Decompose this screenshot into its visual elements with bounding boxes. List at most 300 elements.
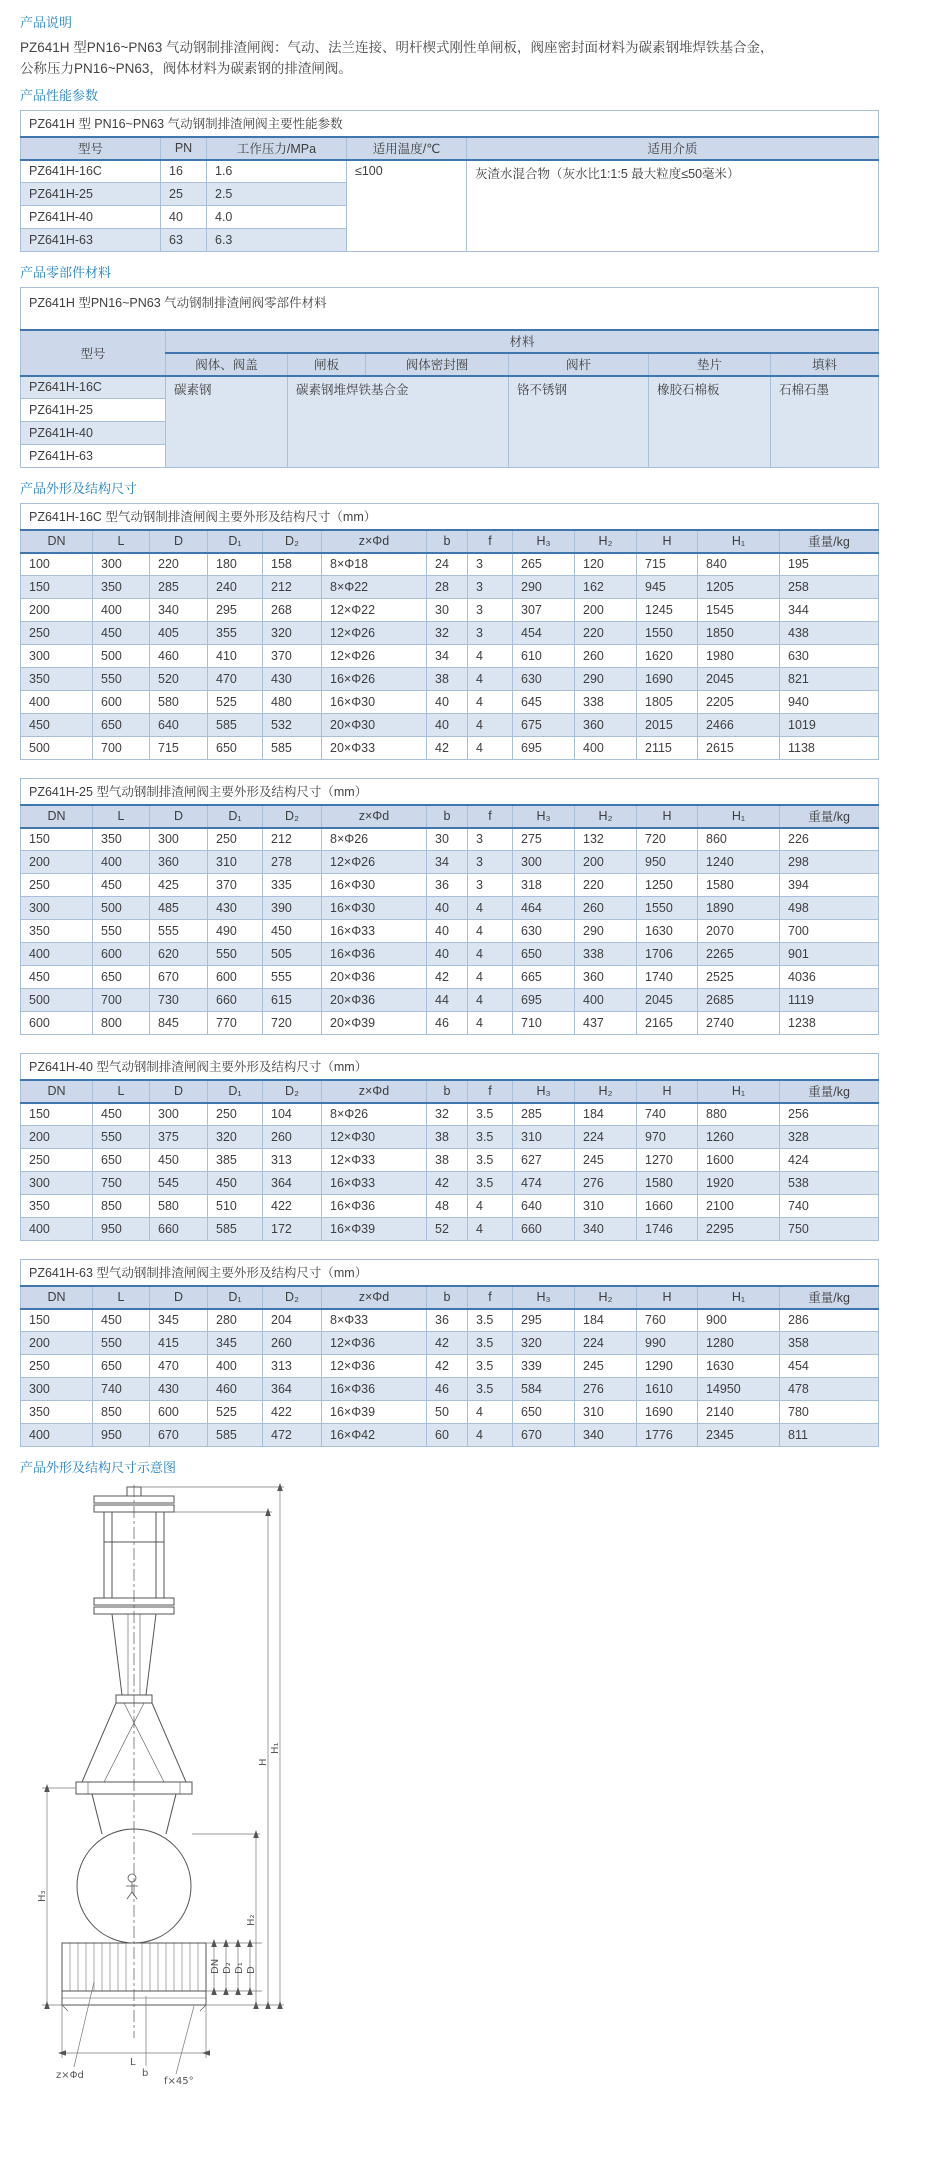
table-cell: 640 [513,1195,575,1218]
table-cell: 620 [150,943,208,966]
table-cell: 4 [468,714,513,737]
table-row [21,920,879,943]
dimensions-table-40 [20,1053,879,1241]
table-cell: 700 [93,737,150,760]
table-cell: 40 [427,943,468,966]
table-cell: 360 [575,966,637,989]
column-header-packing: 填料 [771,353,879,376]
table-cell: 16×Φ42 [322,1424,427,1447]
table-cell: 901 [780,943,879,966]
column-header: H₁ [698,805,780,828]
table-cell: 1250 [637,874,698,897]
table-cell: 464 [513,897,575,920]
table-title: PZ641H 型PN16~PN63 气动钢制排渣闸阀零部件材料 [21,288,879,330]
table-cell: 675 [513,714,575,737]
column-header: DN [21,805,93,828]
table-cell: 290 [575,668,637,691]
column-header-gasket: 垫片 [649,353,771,376]
table-row [21,1126,879,1149]
table-cell: 42 [427,1332,468,1355]
table-cell: 4 [468,943,513,966]
table-cell: 1260 [698,1126,780,1149]
table-cell: 1660 [637,1195,698,1218]
table-cell: 295 [208,599,263,622]
table-cell: 276 [575,1378,637,1401]
table-cell: 660 [513,1218,575,1241]
table-cell: 400 [575,737,637,760]
table-cell: 450 [263,920,322,943]
dim-label-h: H [258,1758,269,1766]
table-cell: 400 [21,1424,93,1447]
table-cell: 650 [208,737,263,760]
table-cell: 1690 [637,1401,698,1424]
dim-label-zd: z×Φd [56,2070,84,2081]
table-cell: PZ641H-16C [21,160,161,183]
table-row [21,1195,879,1218]
table-cell: 720 [263,1012,322,1035]
table-cell: 300 [21,1378,93,1401]
table-cell: 172 [263,1218,322,1241]
column-header: DN [21,530,93,553]
table-cell: 220 [150,553,208,576]
column-header: b [427,1286,468,1309]
table-cell: 34 [427,645,468,668]
table-cell: 150 [21,828,93,851]
table-cell: 224 [575,1126,637,1149]
table-cell: 20×Φ30 [322,714,427,737]
table-cell: PZ641H-40 [21,206,161,229]
column-header-temperature: 适用温度/℃ [347,137,467,160]
table-cell: 250 [21,1149,93,1172]
table-cell: 3.5 [468,1378,513,1401]
table-cell: 1240 [698,851,780,874]
table-cell: 260 [263,1332,322,1355]
table-cell: 220 [575,874,637,897]
section-heading-diagram: 产品外形及结构尺寸示意图 [20,1460,177,1475]
table-body [21,1309,879,1447]
table-cell: 4036 [780,966,879,989]
table-cell: 310 [575,1195,637,1218]
table-cell: 240 [208,576,263,599]
table-cell: 600 [93,943,150,966]
table-cell: 700 [780,920,879,943]
table-cell: 2045 [637,989,698,1012]
table-cell: 630 [780,645,879,668]
table-cell: 285 [150,576,208,599]
table-cell: 585 [208,1218,263,1241]
table-row [21,1218,879,1241]
table-cell: 1138 [780,737,879,760]
table-cell: 265 [513,553,575,576]
table-cell: 2295 [698,1218,780,1241]
table-cell: 16×Φ26 [322,668,427,691]
table-cell: 600 [150,1401,208,1424]
table-cell: 52 [427,1218,468,1241]
table-cell: 313 [263,1355,322,1378]
table-cell: 1610 [637,1378,698,1401]
table-cell: 345 [150,1309,208,1332]
column-header: D₂ [263,1286,322,1309]
table-cell: 1630 [698,1355,780,1378]
dim-label-d: D [246,1966,257,1974]
column-header: b [427,1080,468,1103]
table-header-row [21,805,879,828]
column-header: D [150,530,208,553]
table-cell: 40 [161,206,207,229]
table-cell: 538 [780,1172,879,1195]
table-cell: 450 [93,874,150,897]
table-cell: 350 [93,576,150,599]
table-cell: 1850 [698,622,780,645]
table-cell: 600 [21,1012,93,1035]
column-header: 重量/kg [780,1080,879,1103]
table-cell: 275 [513,828,575,851]
temperature-cell: ≤100 [347,160,467,252]
description-line-2: 公称压力PN16~PN63，阀体材料为碳素钢的排渣闸阀。 [20,61,352,76]
table-cell: 300 [21,897,93,920]
table-cell: 36 [427,874,468,897]
table-cell: 2015 [637,714,698,737]
table-cell: 195 [780,553,879,576]
table-cell: 3.5 [468,1149,513,1172]
table-row [21,943,879,966]
table-cell: 16 [161,160,207,183]
table-title: PZ641H-40 型气动钢制排渣闸阀主要外形及结构尺寸（mm） [21,1054,879,1080]
table-cell: 220 [575,622,637,645]
column-header: f [468,530,513,553]
table-cell: 20×Φ36 [322,966,427,989]
table-cell: 454 [513,622,575,645]
table-cell: PZ641H-63 [21,229,161,252]
material-disc-seat: 碳素钢堆焊铁基合金 [288,376,509,468]
table-cell: 2345 [698,1424,780,1447]
table-row [21,1309,879,1332]
table-cell: 200 [21,1332,93,1355]
table-cell: 200 [21,1126,93,1149]
column-header: 重量/kg [780,1286,879,1309]
table-cell: 821 [780,668,879,691]
table-row [21,1149,879,1172]
table-header-row [21,1286,879,1309]
table-cell: 338 [575,943,637,966]
table-cell: 405 [150,622,208,645]
column-header: D [150,1080,208,1103]
table-cell: 12×Φ30 [322,1126,427,1149]
column-header: z×Φd [322,805,427,828]
table-cell: 12×Φ36 [322,1332,427,1355]
table-cell: 1019 [780,714,879,737]
table-header-row [21,330,879,353]
table-cell: 600 [93,691,150,714]
table-cell: 298 [780,851,879,874]
table-cell: 16×Φ36 [322,943,427,966]
table-cell: 584 [513,1378,575,1401]
table-cell: 760 [637,1309,698,1332]
column-header: D₁ [208,1286,263,1309]
table-cell: 400 [21,943,93,966]
table-cell: 880 [698,1103,780,1126]
table-cell: 4 [468,645,513,668]
table-cell: 300 [150,828,208,851]
valve-drawing [34,1482,290,2112]
table-cell: 500 [21,737,93,760]
column-header: L [93,1286,150,1309]
table-cell: 1706 [637,943,698,966]
table-cell: 438 [780,622,879,645]
table-row [21,622,879,645]
table-cell: 2.5 [207,183,347,206]
table-cell: 300 [21,1172,93,1195]
table-cell: 290 [513,576,575,599]
table-cell: 394 [780,874,879,897]
table-cell: 2525 [698,966,780,989]
table-row [21,966,879,989]
table-row [21,737,879,760]
table-cell: 300 [150,1103,208,1126]
table-cell: 16×Φ33 [322,920,427,943]
table-cell: 12×Φ26 [322,851,427,874]
table-cell: 640 [150,714,208,737]
table-cell: 245 [575,1355,637,1378]
model-cell: PZ641H-63 [21,445,166,468]
table-cell: 132 [575,828,637,851]
table-cell: 450 [93,622,150,645]
table-cell: 400 [208,1355,263,1378]
table-cell: 385 [208,1149,263,1172]
table-cell: 520 [150,668,208,691]
table-cell: 505 [263,943,322,966]
table-cell: 2740 [698,1012,780,1035]
column-header: H₃ [513,1080,575,1103]
column-header: b [427,530,468,553]
table-cell: 460 [208,1378,263,1401]
column-header: DN [21,1080,93,1103]
table-cell: 40 [427,714,468,737]
table-cell: 250 [21,1355,93,1378]
table-cell: 350 [21,920,93,943]
table-header-row [21,530,879,553]
column-header: H [637,530,698,553]
table-cell: 990 [637,1332,698,1355]
column-header-disc: 闸板 [288,353,366,376]
table-cell: 350 [21,1401,93,1424]
table-cell: 3.5 [468,1126,513,1149]
table-cell: 555 [263,966,322,989]
table-cell: 44 [427,989,468,1012]
table-cell: 375 [150,1126,208,1149]
table-cell: 550 [208,943,263,966]
table-cell: 665 [513,966,575,989]
table-cell: 12×Φ33 [322,1149,427,1172]
table-cell: 16×Φ33 [322,1172,427,1195]
table-cell: 400 [93,851,150,874]
table-cell: 1776 [637,1424,698,1447]
table-cell: 585 [263,737,322,760]
table-cell: 550 [93,920,150,943]
column-header: b [427,805,468,828]
table-cell: 4 [468,737,513,760]
table-cell: 16×Φ30 [322,691,427,714]
table-cell: 510 [208,1195,263,1218]
table-cell: 3.5 [468,1103,513,1126]
table-cell: 310 [575,1401,637,1424]
table-cell: 450 [150,1149,208,1172]
table-cell: 400 [21,691,93,714]
table-cell: 226 [780,828,879,851]
table-cell: 3.5 [468,1172,513,1195]
table-cell: 150 [21,576,93,599]
section-heading-performance: 产品性能参数 [20,88,99,103]
column-header: D [150,805,208,828]
table-cell: 1580 [637,1172,698,1195]
table-cell: 811 [780,1424,879,1447]
section-heading-dimensions: 产品外形及结构尺寸 [20,481,138,496]
column-header-seat-ring: 阀体密封圈 [366,353,509,376]
table-row [21,897,879,920]
table-cell: 950 [637,851,698,874]
table-cell: 627 [513,1149,575,1172]
table-cell: 20×Φ36 [322,989,427,1012]
table-cell: 1545 [698,599,780,622]
table-cell: 1746 [637,1218,698,1241]
table-cell: 470 [150,1355,208,1378]
table-cell: 715 [637,553,698,576]
table-cell: 500 [21,989,93,1012]
table-cell: 8×Φ18 [322,553,427,576]
table-cell: 28 [427,576,468,599]
table-cell: 350 [21,1195,93,1218]
table-cell: 350 [21,668,93,691]
table-cell: 338 [575,691,637,714]
table-cell: 410 [208,645,263,668]
table-cell: 950 [93,1218,150,1241]
table-title: PZ641H-25 型气动钢制排渣闸阀主要外形及结构尺寸（mm） [21,779,879,805]
table-cell: 450 [208,1172,263,1195]
dim-label-d1: D₁ [234,1962,245,1974]
table-cell: 4 [468,1424,513,1447]
table-cell: 200 [21,851,93,874]
column-header: H₃ [513,530,575,553]
table-cell: 276 [575,1172,637,1195]
table-row [21,1172,879,1195]
table-cell: 104 [263,1103,322,1126]
table-cell: 700 [93,989,150,1012]
table-cell: 545 [150,1172,208,1195]
table-cell: 310 [208,851,263,874]
section-heading-description: 产品说明 [20,15,73,30]
table-cell: 300 [513,851,575,874]
table-cell: 307 [513,599,575,622]
table-cell: 740 [637,1103,698,1126]
table-cell: 532 [263,714,322,737]
dimensions-table-16c [20,503,879,760]
table-cell: 860 [698,828,780,851]
table-cell: 424 [780,1149,879,1172]
table-cell: 454 [780,1355,879,1378]
table-cell: 850 [93,1195,150,1218]
table-cell: 478 [780,1378,879,1401]
column-header: D [150,1286,208,1309]
table-cell: 580 [150,1195,208,1218]
model-cell: PZ641H-16C [21,376,166,399]
table-cell: 60 [427,1424,468,1447]
table-cell: 670 [150,966,208,989]
column-header: L [93,530,150,553]
table-cell: 300 [21,645,93,668]
table-cell: 42 [427,1172,468,1195]
table-cell: 400 [575,989,637,1012]
table-cell: 615 [263,989,322,1012]
table-cell: 256 [780,1103,879,1126]
table-row [21,1355,879,1378]
column-header: L [93,805,150,828]
table-cell: 780 [780,1401,879,1424]
table-cell: 1280 [698,1332,780,1355]
column-header: H₁ [698,530,780,553]
model-cell: PZ641H-25 [21,399,166,422]
table-body [21,828,879,1035]
table-cell: 20×Φ33 [322,737,427,760]
column-header: 重量/kg [780,530,879,553]
table-cell: 645 [513,691,575,714]
table-cell: 38 [427,668,468,691]
table-cell: 268 [263,599,322,622]
table-cell: 437 [575,1012,637,1035]
table-cell: 16×Φ39 [322,1401,427,1424]
table-cell: 46 [427,1012,468,1035]
table-cell: 472 [263,1424,322,1447]
material-body-bonnet: 碳素钢 [166,376,288,468]
table-cell: 4.0 [207,206,347,229]
table-cell: 1119 [780,989,879,1012]
dim-label-h1: H₁ [270,1742,281,1754]
column-header: H₂ [575,530,637,553]
table-cell: 260 [575,645,637,668]
table-cell: 350 [93,828,150,851]
column-header: H₂ [575,1080,637,1103]
table-cell: 950 [93,1424,150,1447]
table-cell: 3 [468,851,513,874]
table-cell: 42 [427,966,468,989]
table-cell: 150 [21,1103,93,1126]
table-cell: 30 [427,828,468,851]
table-cell: 313 [263,1149,322,1172]
table-cell: 480 [263,691,322,714]
column-header: D₁ [208,805,263,828]
table-cell: 1238 [780,1012,879,1035]
table-cell: 30 [427,599,468,622]
table-row [21,160,879,183]
table-cell: 740 [780,1195,879,1218]
table-cell: 320 [263,622,322,645]
column-header-material: 材料 [166,330,879,353]
table-row [21,553,879,576]
table-cell: 100 [21,553,93,576]
table-row [21,989,879,1012]
medium-cell: 灰渣水混合物（灰水比1:1:5 最大粒度≤50毫米） [467,160,879,252]
table-cell: 204 [263,1309,322,1332]
table-cell: 450 [93,1103,150,1126]
table-cell: 1580 [698,874,780,897]
table-cell: 2070 [698,920,780,943]
table-cell: 3 [468,622,513,645]
table-cell: 360 [150,851,208,874]
table-cell: 340 [150,599,208,622]
dim-label-f: f×45° [164,2076,194,2087]
table-cell: 12×Φ26 [322,622,427,645]
table-cell: 355 [208,622,263,645]
column-header-body-bonnet: 阀体、阀盖 [166,353,288,376]
